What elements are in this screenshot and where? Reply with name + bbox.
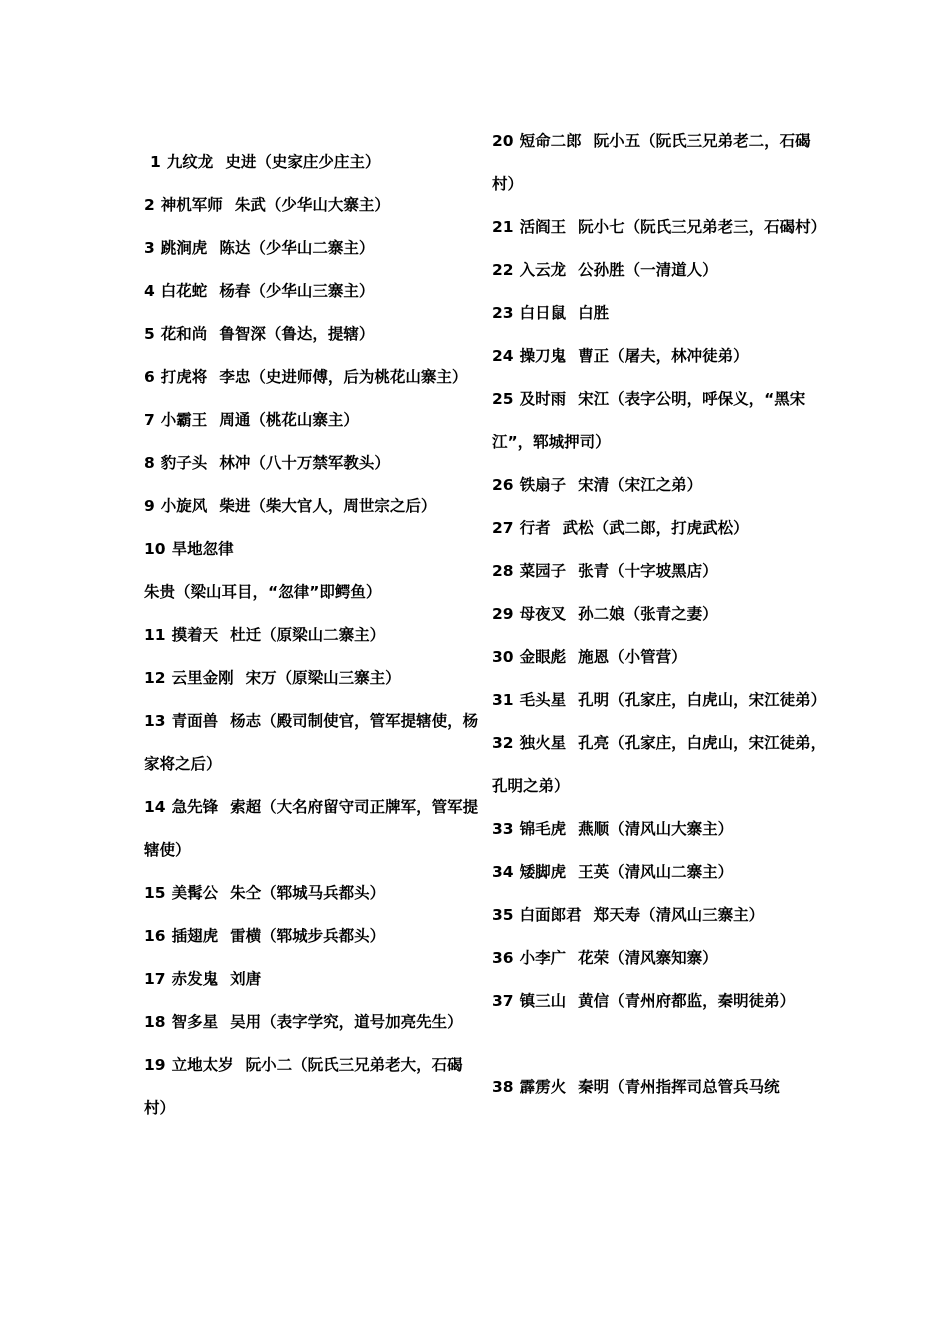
- hero-name-description: 鲁智深（鲁达，提辖）: [219, 325, 375, 343]
- hero-number: 33: [492, 820, 514, 838]
- hero-entry: [144, 528, 479, 614]
- hero-name-description: 王英（清风山二寨主）: [578, 863, 734, 881]
- hero-name-description: 宋江（表字公明，呼保义，“黑宋江”，郓城押司）: [492, 390, 806, 451]
- hero-nickname: 神机军师: [160, 196, 223, 214]
- hero-name-description: 黄信（青州府都监，秦明徒弟）: [578, 992, 796, 1010]
- hero-entry: [144, 1001, 479, 1044]
- hero-entry: [492, 679, 827, 722]
- hero-entry: [492, 808, 827, 851]
- hero-name-description: 阮小二（阮氏三兄弟老大，石碣村）: [144, 1056, 463, 1117]
- hero-number: 25: [492, 390, 514, 408]
- left-column: [144, 141, 479, 1130]
- hero-number: 11: [144, 626, 166, 644]
- hero-entry: [144, 657, 479, 700]
- hero-entry: [492, 464, 827, 507]
- hero-number: 29: [492, 605, 514, 623]
- right-column: [492, 120, 827, 1109]
- hero-nickname: 独火星: [519, 734, 567, 752]
- hero-nickname: 青面兽: [171, 712, 219, 730]
- hero-number: 26: [492, 476, 514, 494]
- hero-nickname: 旱地忽律: [171, 540, 234, 558]
- hero-number: 23: [492, 304, 514, 322]
- hero-nickname: 赤发鬼: [171, 970, 219, 988]
- hero-nickname: 立地太岁: [171, 1056, 234, 1074]
- hero-nickname: 镇三山: [519, 992, 567, 1010]
- hero-number: 8: [144, 454, 155, 472]
- hero-number: 36: [492, 949, 514, 967]
- hero-entry: [144, 313, 479, 356]
- hero-entry: [144, 184, 479, 227]
- hero-nickname: 白面郎君: [519, 906, 582, 924]
- hero-nickname: 小旋风: [160, 497, 208, 515]
- hero-entry: [492, 292, 827, 335]
- hero-number: 4: [144, 282, 155, 300]
- hero-entry: [144, 915, 479, 958]
- hero-number: 9: [144, 497, 155, 515]
- hero-number: 5: [144, 325, 155, 343]
- hero-nickname: 母夜叉: [519, 605, 567, 623]
- hero-entry: [144, 442, 479, 485]
- hero-name-description: 郑天寿（清风山三寨主）: [593, 906, 765, 924]
- hero-nickname: 插翅虎: [171, 927, 219, 945]
- hero-number: 13: [144, 712, 166, 730]
- hero-entry: [144, 958, 479, 1001]
- hero-number: 1: [150, 153, 161, 171]
- hero-entry: [492, 550, 827, 593]
- hero-name-description: 孔亮（孔家庄，白虎山，宋江徒弟，孔明之弟）: [492, 734, 827, 795]
- hero-number: 30: [492, 648, 514, 666]
- hero-nickname: 云里金刚: [171, 669, 234, 687]
- hero-name-description: 雷横（郓城步兵都头）: [230, 927, 386, 945]
- hero-name-description: 朱仝（郓城马兵都头）: [230, 884, 386, 902]
- hero-entry: [144, 270, 479, 313]
- hero-nickname: 打虎将: [160, 368, 208, 386]
- hero-name-description: 燕顺（清风山大寨主）: [578, 820, 734, 838]
- hero-number: 21: [492, 218, 514, 236]
- hero-name-description: 白胜: [578, 304, 610, 322]
- hero-number: 17: [144, 970, 166, 988]
- hero-entry: [144, 141, 479, 184]
- hero-entry: [492, 722, 827, 808]
- hero-number: 10: [144, 540, 166, 558]
- hero-number: 18: [144, 1013, 166, 1031]
- hero-entry: [492, 980, 827, 1023]
- hero-entry: [144, 227, 479, 270]
- hero-name-description: 朱贵（梁山耳目，“忽律”即鳄鱼）: [144, 583, 382, 601]
- hero-nickname: 跳涧虎: [160, 239, 208, 257]
- hero-entry: [144, 399, 479, 442]
- hero-number: 22: [492, 261, 514, 279]
- hero-entry: [492, 206, 827, 249]
- hero-nickname: 菜园子: [519, 562, 567, 580]
- hero-entry: [144, 614, 479, 657]
- hero-nickname: 花和尚: [160, 325, 208, 343]
- hero-number: 31: [492, 691, 514, 709]
- hero-entry: [144, 786, 479, 872]
- hero-name-description: 柴进（柴大官人，周世宗之后）: [219, 497, 437, 515]
- hero-name-description: 吴用（表字学究，道号加亮先生）: [230, 1013, 463, 1031]
- hero-name-description: 陈达（少华山二寨主）: [219, 239, 375, 257]
- hero-nickname: 毛头星: [519, 691, 567, 709]
- hero-nickname: 操刀鬼: [519, 347, 567, 365]
- hero-entry: [144, 1044, 479, 1130]
- hero-name-description: 林冲（八十万禁军教头）: [219, 454, 390, 472]
- hero-nickname: 小霸王: [160, 411, 208, 429]
- hero-entry: [144, 872, 479, 915]
- hero-name-description: 杨志（殿司制使官，管军提辖使，杨家将之后）: [144, 712, 479, 773]
- hero-name-description: 施恩（小管营）: [578, 648, 687, 666]
- hero-number: 15: [144, 884, 166, 902]
- hero-nickname: 短命二郎: [519, 132, 582, 150]
- hero-name-description: 阮小五（阮氏三兄弟老二，石碣村）: [492, 132, 811, 193]
- hero-name-description: 刘唐: [230, 970, 262, 988]
- hero-entry: [492, 851, 827, 894]
- hero-name-description: 杜迁（原梁山二寨主）: [230, 626, 386, 644]
- hero-nickname: 行者: [519, 519, 551, 537]
- hero-number: 27: [492, 519, 514, 537]
- hero-name-description: 索超（大名府留守司正牌军，管军提辖使）: [144, 798, 479, 859]
- hero-name-description: 朱武（少华山大寨主）: [234, 196, 390, 214]
- hero-nickname: 矮脚虎: [519, 863, 567, 881]
- hero-number: 35: [492, 906, 514, 924]
- hero-nickname: 金眼彪: [519, 648, 567, 666]
- hero-entry: [492, 894, 827, 937]
- hero-name-description: 周通（桃花山寨主）: [219, 411, 359, 429]
- hero-nickname: 摸着天: [171, 626, 219, 644]
- hero-entry: [492, 120, 827, 206]
- hero-entry: [492, 507, 827, 550]
- hero-entry: [492, 335, 827, 378]
- hero-name-description: 张青（十字坡黑店）: [578, 562, 718, 580]
- hero-entry: [492, 378, 827, 464]
- hero-number: 6: [144, 368, 155, 386]
- hero-number: 2: [144, 196, 155, 214]
- hero-name-description: 秦明（青州指挥司总管兵马统: [578, 1078, 780, 1096]
- hero-name-description: 花荣（清风寨知寨）: [578, 949, 718, 967]
- hero-number: 34: [492, 863, 514, 881]
- hero-name-description: 宋清（宋江之弟）: [578, 476, 703, 494]
- hero-number: 20: [492, 132, 514, 150]
- hero-nickname: 及时雨: [519, 390, 567, 408]
- hero-name-description: 曹正（屠夫，林冲徒弟）: [578, 347, 749, 365]
- blank-line: [492, 1023, 827, 1066]
- hero-nickname: 美髯公: [171, 884, 219, 902]
- hero-number: 19: [144, 1056, 166, 1074]
- hero-name-description: 宋万（原梁山三寨主）: [245, 669, 401, 687]
- hero-entry: [492, 1066, 827, 1109]
- hero-nickname: 入云龙: [519, 261, 567, 279]
- hero-number: 28: [492, 562, 514, 580]
- hero-nickname: 急先锋: [171, 798, 219, 816]
- hero-entry: [144, 700, 479, 786]
- hero-nickname: 活阎王: [519, 218, 567, 236]
- hero-nickname: 豹子头: [160, 454, 208, 472]
- hero-nickname: 九纹龙: [166, 153, 214, 171]
- hero-name-description: 史进（史家庄少庄主）: [225, 153, 381, 171]
- hero-number: 3: [144, 239, 155, 257]
- hero-number: 24: [492, 347, 514, 365]
- hero-nickname: 锦毛虎: [519, 820, 567, 838]
- hero-number: 16: [144, 927, 166, 945]
- hero-entry: [144, 485, 479, 528]
- hero-number: 7: [144, 411, 155, 429]
- hero-entry: [144, 356, 479, 399]
- hero-number: 12: [144, 669, 166, 687]
- hero-number: 32: [492, 734, 514, 752]
- hero-nickname: 白花蛇: [160, 282, 208, 300]
- hero-nickname: 白日鼠: [519, 304, 567, 322]
- hero-name-description: 公孙胜（一清道人）: [578, 261, 718, 279]
- hero-name-description: 孙二娘（张青之妻）: [578, 605, 718, 623]
- hero-entry: [492, 593, 827, 636]
- hero-number: 38: [492, 1078, 514, 1096]
- hero-nickname: 霹雳火: [519, 1078, 567, 1096]
- hero-nickname: 铁扇子: [519, 476, 567, 494]
- hero-name-description: 阮小七（阮氏三兄弟老三，石碣村）: [578, 218, 827, 236]
- hero-entry: [492, 636, 827, 679]
- hero-name-description: 李忠（史进师傅，后为桃花山寨主）: [219, 368, 468, 386]
- hero-number: 14: [144, 798, 166, 816]
- hero-name-description: 杨春（少华山三寨主）: [219, 282, 375, 300]
- hero-nickname: 智多星: [171, 1013, 219, 1031]
- hero-name-description: 孔明（孔家庄，白虎山，宋江徒弟）: [578, 691, 827, 709]
- hero-nickname: 小李广: [519, 949, 567, 967]
- hero-name-description: 武松（武二郎，打虎武松）: [562, 519, 749, 537]
- hero-entry: [492, 937, 827, 980]
- hero-entry: [492, 249, 827, 292]
- hero-number: 37: [492, 992, 514, 1010]
